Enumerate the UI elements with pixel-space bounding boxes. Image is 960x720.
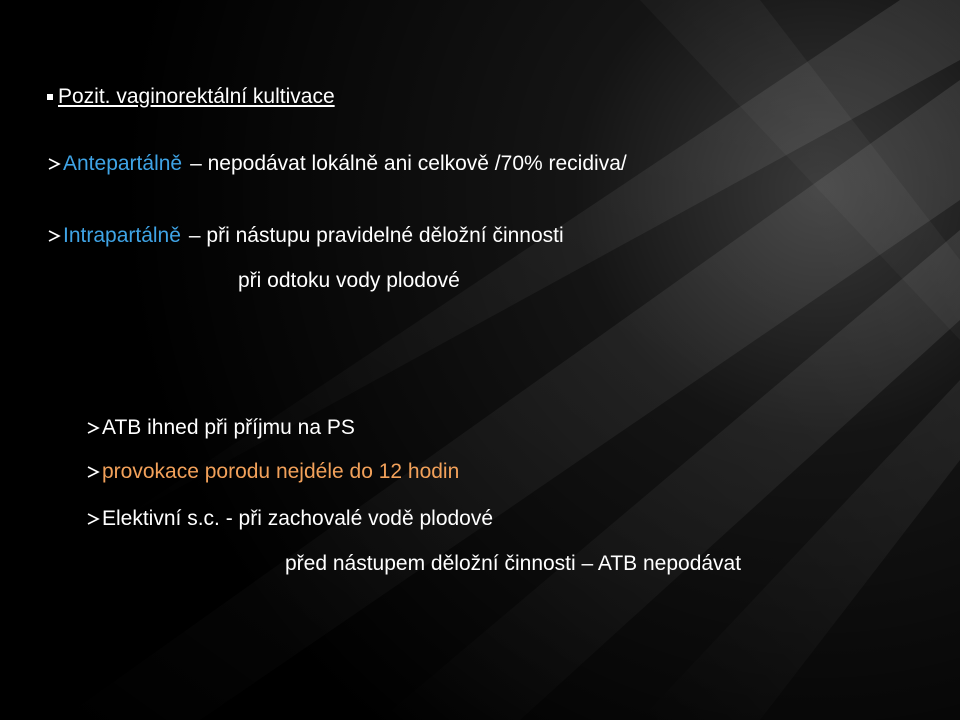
elective-line [102,506,493,532]
elective-continuation [285,551,741,577]
intrapartal-line [63,223,564,249]
arrow-bullet-icon [86,421,100,435]
antepartal-label: Antepartálně [63,152,183,175]
antepartal-line [63,151,627,177]
intrapartal-text: – při nástupu pravidelné děložní činnosti [188,224,564,247]
atb-line [102,415,355,441]
elective-continuation-text: před nástupem děložní činnosti – ATB nepodávat [285,552,742,575]
intrapartal-continuation [238,268,460,294]
arrow-bullet-icon [47,229,61,243]
square-bullet-icon [47,94,53,100]
elective-text: Elektivní s.c. - při zachovalé vodě plodové [102,507,494,530]
arrow-bullet-icon [86,465,100,479]
arrow-bullet-icon [86,512,100,526]
provocation-text: provokace porodu nejdéle do 12 hodin [102,460,460,483]
title-text: Pozit. vaginorektální kultivace [58,85,335,108]
provocation-line [102,459,459,485]
title-line [58,84,335,110]
intrapartal-label: Intrapartálně [63,224,181,247]
antepartal-text: – nepodávat lokálně ani celkově /70% recidiva/ [190,152,627,175]
arrow-bullet-icon [47,157,61,171]
intrapartal-continuation-text: při odtoku vody plodové [238,269,460,292]
atb-text: ATB ihned při příjmu na PS [102,416,355,439]
